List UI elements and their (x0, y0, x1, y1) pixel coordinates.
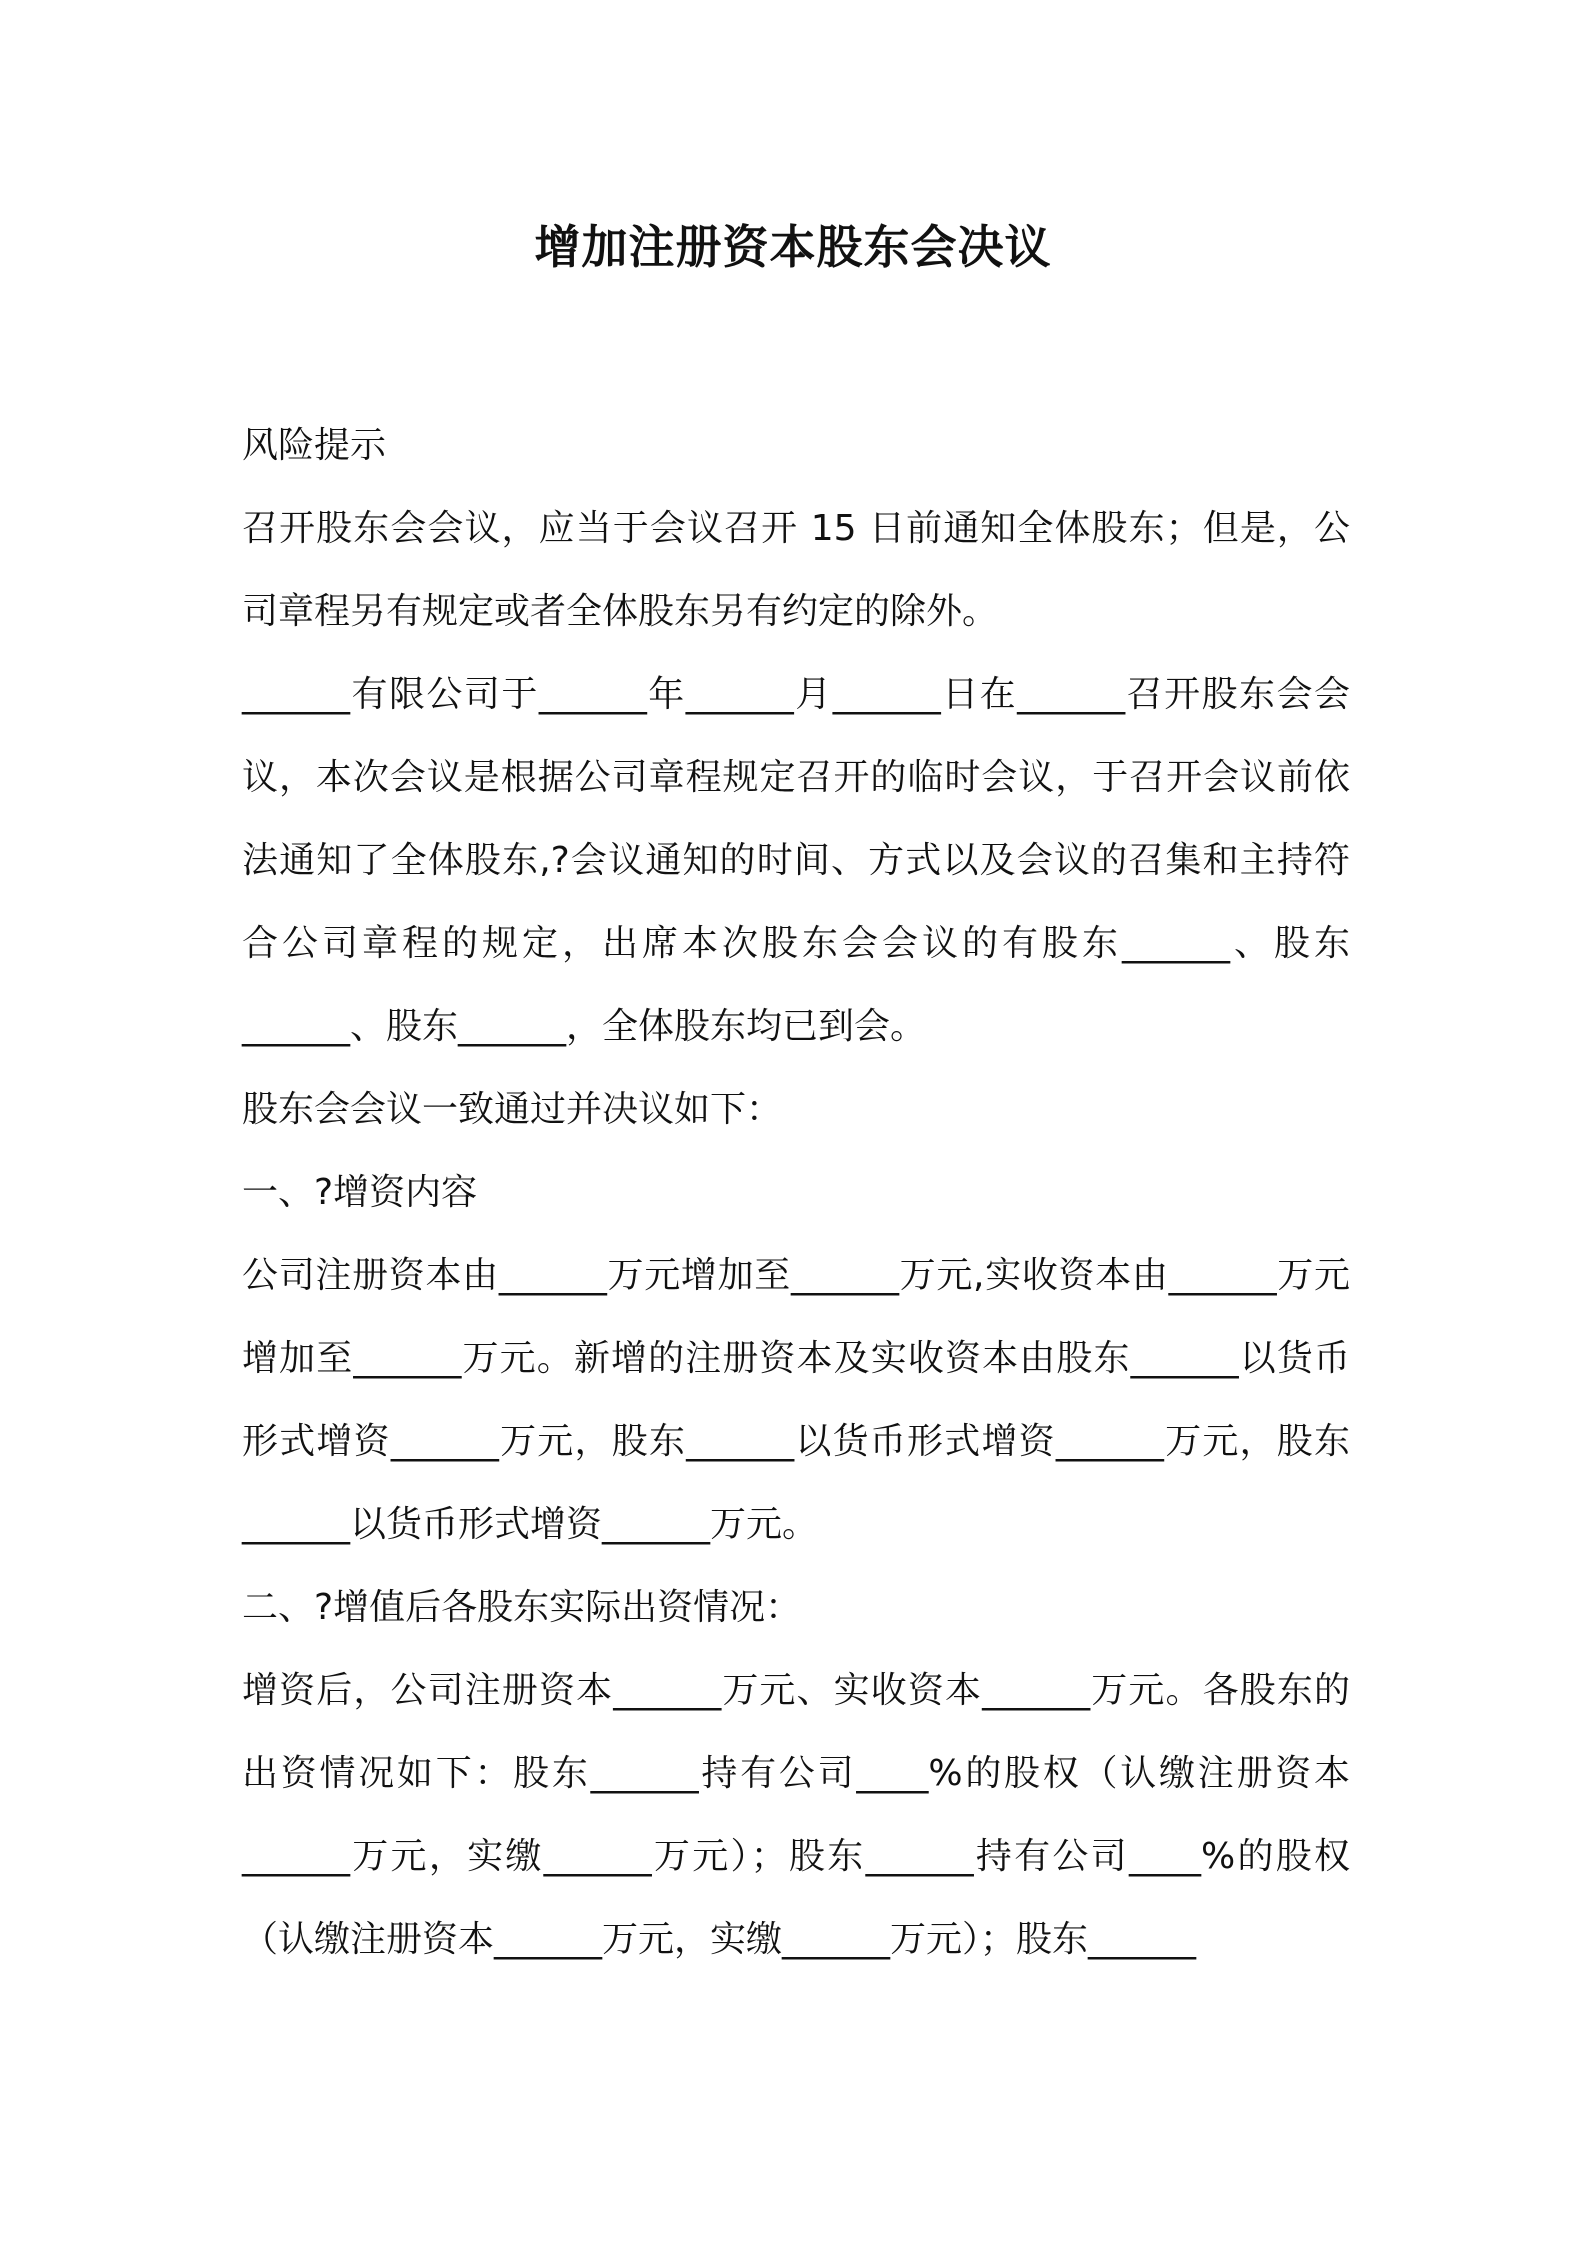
document-title: 增加注册资本股东会决议 (534, 220, 1052, 274)
section-heading-2: 二、?增值后各股东实际出资情况： (242, 1587, 802, 1628)
risk-notice: 召开股东会会议，应当于会议召开 15 日前通知全体股东；但是，公司章程另有规定或者全体股东另有约定的除外。 (242, 508, 1350, 632)
section-heading-1: 一、?增资内容 (242, 1172, 478, 1213)
document-body (242, 404, 1350, 1981)
contribution-paragraph: 增资后，公司注册资本______万元、实收资本______万元。各股东的出资情况如下：股东______持有公司____%的股权（认缴注册资本______万元，实缴______万元）；股东______持有公司____%的股权（认缴注册资本______万元，实缴______万元）；股东______ (242, 1670, 1350, 1960)
meeting-paragraph: ______有限公司于______年______月______日在______召开股东会会议，本次会议是根据公司章程规定召开的临时会议，于召开会议前依法通知了全体股东,?会议通知的时间、方式以及会议的召集和主持符合公司章程的规定，出席本次股东会会议的有股东______、股东______、股东______，全体股东均已到会。 (242, 674, 1350, 1047)
risk-heading: 风险提示 (242, 425, 387, 466)
capital-increase-paragraph: 公司注册资本由______万元增加至______万元,实收资本由______万元增加至______万元。新增的注册资本及实收资本由股东______以货币形式增资______万元，股东______以货币形式增资______万元，股东______以货币形式增资______万元。 (242, 1255, 1350, 1545)
resolution-intro: 股东会会议一致通过并决议如下： (242, 1089, 783, 1130)
